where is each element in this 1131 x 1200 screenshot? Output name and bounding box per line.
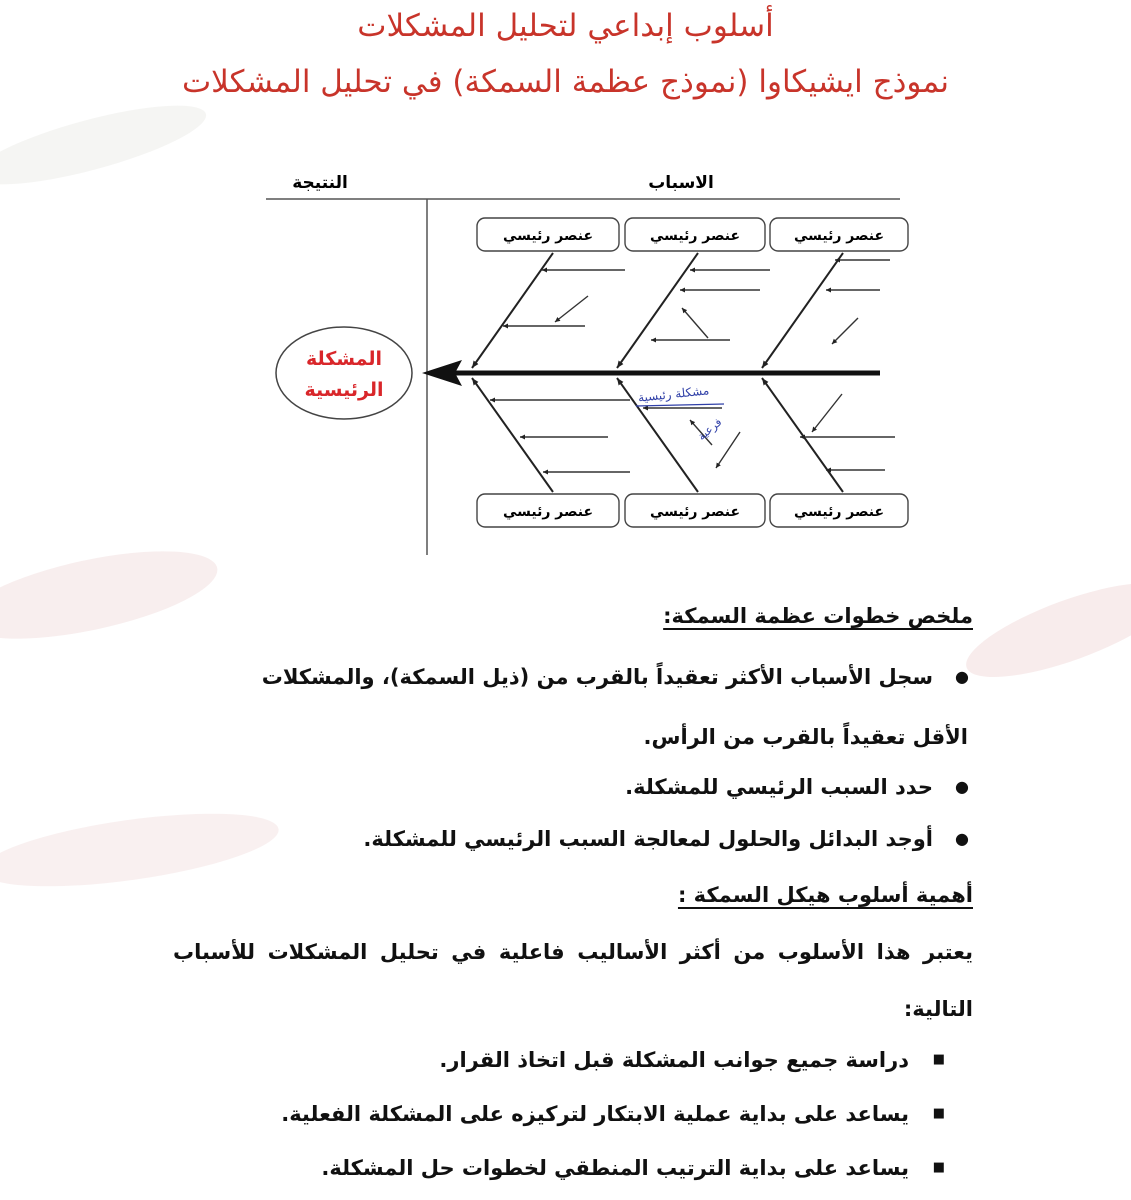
sub-arrow — [555, 296, 588, 322]
summary-heading: ملخص خطوات عظمة السمكة: — [663, 604, 973, 628]
sub-arrow — [832, 318, 858, 344]
page-subtitle: نموذج ايشيكاوا (نموذج عظمة السمكة) في تحليل المشكلات — [182, 64, 949, 100]
fish-head — [276, 327, 412, 419]
square-bullet-icon: ■ — [932, 1052, 945, 1067]
importance-paragraph: يعتبر هذا الأسلوب من أكثر الأساليب فاعلية في تحليل المشكلات للأسباب التالية: — [173, 940, 973, 1021]
list-item — [129, 1097, 945, 1151]
causes-label: الاسباب — [648, 173, 714, 193]
summary-item-1-line1: سجل الأسباب الأكثر تعقيداً بالقرب من (ذيل السمكة)، والمشكلات — [261, 665, 933, 689]
importance-item-2: يساعد على بداية عملية الابتكار لتركيزه على المشكلة الفعلية. — [281, 1102, 909, 1126]
cause-box-label: عنصر رئيسي — [502, 228, 594, 244]
summary-item-2: حدد السبب الرئيسي للمشكلة. — [625, 775, 933, 799]
sub-problem-label-2: فرعية — [695, 415, 725, 444]
cause-box-label: عنصر رئيسي — [793, 228, 885, 244]
sub-arrow — [716, 432, 740, 468]
list-item — [188, 720, 968, 770]
sub-arrow — [682, 308, 708, 338]
bullet-icon: ● — [955, 829, 969, 848]
result-label: النتيجة — [292, 173, 348, 193]
summary-list — [153, 660, 969, 862]
list-item — [153, 660, 969, 720]
list-item — [153, 822, 969, 862]
sub-arrow — [812, 394, 842, 432]
cause-box-label: عنصر رئيسي — [502, 504, 594, 520]
bone-bottom-right — [762, 378, 843, 492]
cause-box-label: عنصر رئيسي — [793, 504, 885, 520]
list-item — [153, 770, 969, 822]
bone-top-middle — [617, 253, 698, 368]
square-bullet-icon: ■ — [932, 1106, 945, 1121]
importance-heading: أهمية أسلوب هيكل السمكة : — [677, 883, 973, 907]
head-text-line1: المشكلة — [305, 348, 383, 370]
cause-box-label: عنصر رئيسي — [649, 504, 741, 520]
importance-list — [129, 1043, 945, 1191]
list-item — [129, 1151, 945, 1191]
bullet-icon: ● — [955, 667, 969, 686]
page-title: أسلوب إبداعي لتحليل المشكلات — [357, 8, 774, 44]
bone-top-right — [762, 253, 843, 368]
head-text-line2: الرئيسية — [304, 379, 384, 401]
importance-item-3: يساعد على بداية الترتيب المنطقي لخطوات حل المشكلة. — [321, 1156, 909, 1180]
square-bullet-icon: ■ — [932, 1160, 945, 1175]
sub-problem-underline — [636, 404, 724, 406]
summary-item-1-line2: الأقل تعقيداً بالقرب من الرأس. — [643, 725, 968, 749]
list-item — [129, 1043, 945, 1097]
bone-bottom-left — [472, 378, 553, 492]
importance-item-1: دراسة جميع جوانب المشكلة قبل اتخاذ القرار. — [439, 1048, 909, 1072]
bone-top-left — [472, 253, 553, 368]
summary-item-3: أوجد البدائل والحلول لمعالجة السبب الرئيسي للمشكلة. — [363, 827, 933, 851]
sub-problem-label: مشكلة رئيسية — [637, 383, 710, 405]
bullet-icon: ● — [955, 777, 969, 796]
cause-box-label: عنصر رئيسي — [649, 228, 741, 244]
